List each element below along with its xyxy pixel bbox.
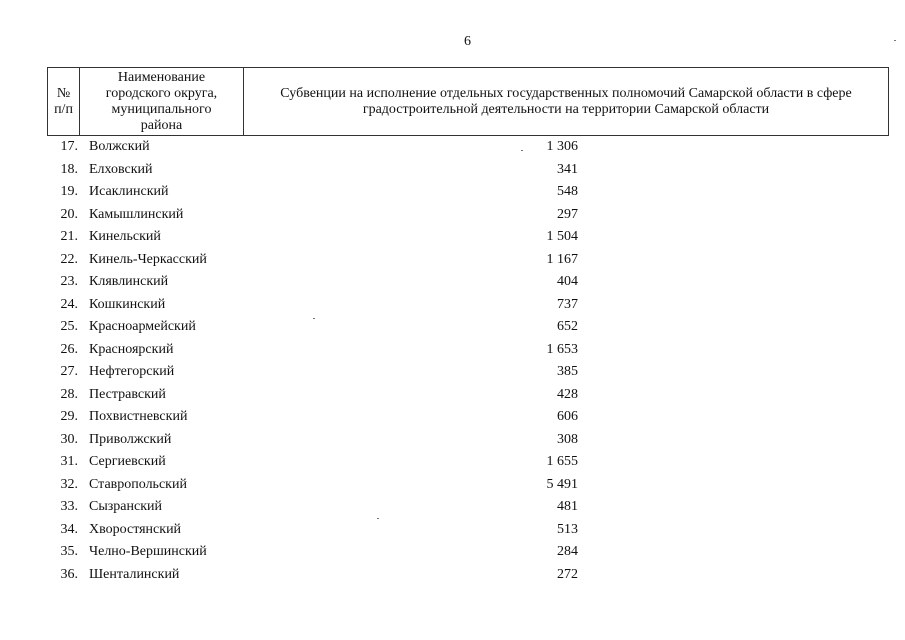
table-row — [47, 451, 889, 474]
table-row — [47, 316, 889, 339]
row-district-name: Нефтегорский — [89, 364, 175, 379]
row-number: 21. — [60, 229, 78, 244]
table-row — [47, 339, 889, 362]
scan-speck — [521, 150, 523, 151]
row-number: 23. — [60, 274, 78, 289]
row-number: 36. — [60, 566, 78, 582]
row-subvention-value: 428 — [557, 386, 578, 402]
row-number: 20. — [60, 206, 78, 222]
row-number: 31. — [60, 454, 78, 469]
row-number: 25. — [60, 319, 78, 334]
table-row — [47, 294, 889, 317]
table-header — [47, 67, 889, 136]
table-row — [47, 429, 889, 452]
row-number: 32. — [60, 476, 78, 492]
row-number: 22. — [60, 251, 78, 267]
row-subvention-value: 297 — [557, 206, 578, 222]
row-number: 19. — [60, 184, 78, 199]
row-district-name: Челно-Вершинский — [89, 544, 207, 559]
row-district-name: Елховский — [89, 161, 153, 177]
table-row — [47, 204, 889, 227]
row-subvention-value: 308 — [557, 431, 578, 447]
row-district-name: Камышлинский — [89, 206, 184, 222]
row-subvention-value: 5 491 — [546, 476, 578, 492]
table-row — [47, 474, 889, 497]
row-number: 28. — [60, 386, 78, 402]
scan-speck — [313, 318, 315, 319]
row-district-name: Волжский — [89, 139, 150, 154]
row-subvention-value: 606 — [557, 409, 578, 424]
row-number: 24. — [60, 296, 78, 312]
scan-speck — [377, 518, 379, 519]
row-subvention-value: 1 655 — [546, 454, 578, 469]
row-number: 33. — [60, 499, 78, 514]
row-number: 35. — [60, 544, 78, 559]
row-subvention-value: 341 — [557, 161, 578, 177]
table-row — [47, 271, 889, 294]
row-subvention-value: 1 306 — [546, 139, 578, 154]
table-row — [47, 136, 889, 159]
header-name-column — [80, 68, 244, 135]
table-row — [47, 541, 889, 564]
row-district-name: Клявлинский — [89, 274, 169, 289]
row-subvention-value: 548 — [557, 184, 578, 199]
row-subvention-value: 481 — [557, 499, 578, 514]
row-subvention-value: 1 167 — [546, 251, 578, 267]
table-body — [47, 136, 889, 586]
row-number: 18. — [60, 161, 78, 177]
row-subvention-value: 652 — [557, 319, 578, 334]
row-number: 34. — [60, 521, 78, 537]
row-number: 17. — [60, 139, 78, 154]
table-row — [47, 159, 889, 182]
page-number: 6 — [464, 34, 471, 49]
header-number-column — [48, 68, 80, 135]
table-row — [47, 249, 889, 272]
row-number: 30. — [60, 431, 78, 447]
table-row — [47, 181, 889, 204]
row-district-name: Кинель-Черкасский — [89, 251, 207, 267]
row-subvention-value: 1 653 — [546, 341, 578, 357]
table-row — [47, 226, 889, 249]
header-name-label: Наименование городского округа, муниципального района — [105, 69, 218, 133]
row-subvention-value: 284 — [557, 544, 578, 559]
header-number-label: № п/п — [54, 85, 73, 117]
scan-speck — [894, 40, 896, 41]
header-subvention-column — [244, 68, 888, 135]
row-number: 29. — [60, 409, 78, 424]
row-district-name: Исаклинский — [89, 184, 169, 199]
row-district-name: Кинельский — [89, 229, 161, 244]
row-subvention-value: 1 504 — [546, 229, 578, 244]
row-district-name: Сергиевский — [89, 454, 166, 469]
table-row — [47, 361, 889, 384]
row-subvention-value: 513 — [557, 521, 578, 537]
row-district-name: Пестравский — [89, 386, 166, 402]
row-district-name: Красноярский — [89, 341, 174, 357]
row-district-name: Кошкинский — [89, 296, 166, 312]
row-district-name: Шенталинский — [89, 566, 180, 582]
row-subvention-value: 272 — [557, 566, 578, 582]
row-district-name: Похвистневский — [89, 409, 188, 424]
row-number: 26. — [60, 341, 78, 357]
row-subvention-value: 404 — [557, 274, 578, 289]
row-district-name: Хворостянский — [89, 521, 182, 537]
table-row — [47, 406, 889, 429]
row-district-name: Красноармейский — [89, 319, 196, 334]
row-district-name: Ставропольский — [89, 476, 187, 492]
table-row — [47, 384, 889, 407]
row-subvention-value: 737 — [557, 296, 578, 312]
table-row — [47, 564, 889, 587]
row-subvention-value: 385 — [557, 364, 578, 379]
header-subvention-label: Субвенции на исполнение отдельных государственных полномочий Самарской области в сфере градостроительной деятельности на территории Самарской области — [280, 85, 852, 117]
row-district-name: Сызранский — [89, 499, 162, 514]
table-row — [47, 496, 889, 519]
table-row — [47, 519, 889, 542]
row-number: 27. — [60, 364, 78, 379]
row-district-name: Приволжский — [89, 431, 172, 447]
